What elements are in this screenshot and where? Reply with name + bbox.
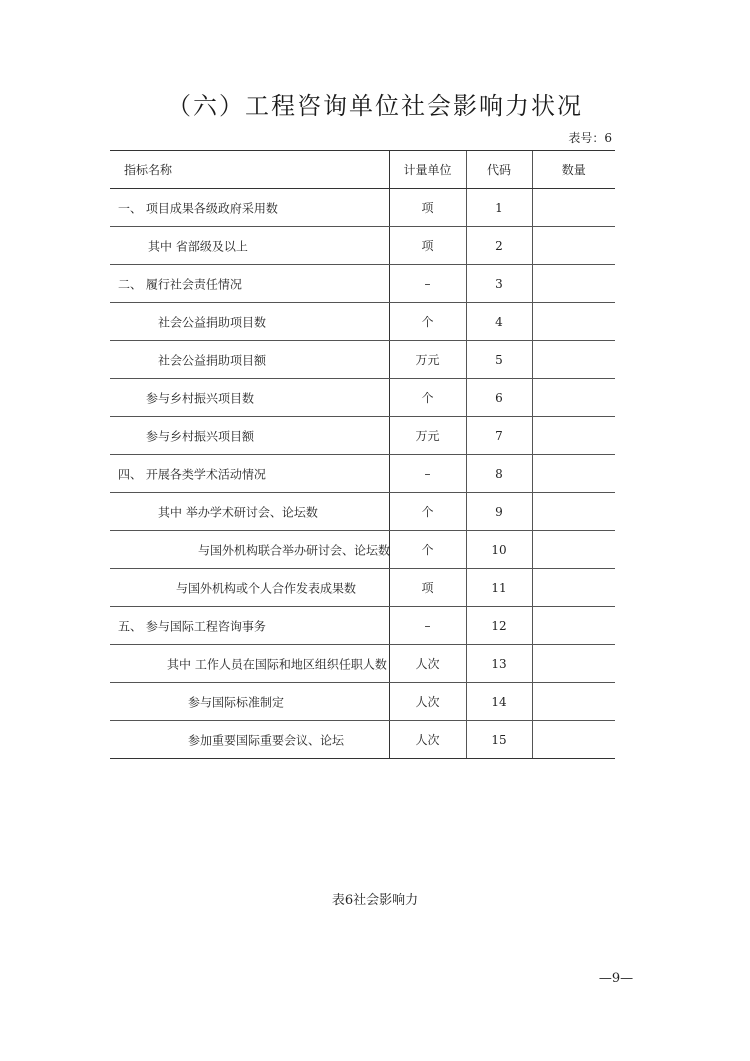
- row-code: 1: [466, 189, 532, 227]
- row-name-cell: [110, 607, 389, 645]
- row-quantity[interactable]: [532, 569, 615, 607]
- row-name: 社会公益捐助项目额: [158, 353, 267, 367]
- row-code: 5: [466, 341, 532, 379]
- table-row: [110, 683, 615, 721]
- table-row: [110, 721, 615, 759]
- row-name-cell: [110, 341, 389, 379]
- header-quantity: 数量: [532, 151, 615, 189]
- row-name: 与国外机构联合举办研讨会、论坛数: [198, 543, 391, 557]
- row-unit: 个: [389, 379, 466, 417]
- row-name-cell: [110, 721, 389, 759]
- row-name-cell: [110, 379, 389, 417]
- row-unit: 万元: [389, 341, 466, 379]
- row-code: 6: [466, 379, 532, 417]
- row-code: 7: [466, 417, 532, 455]
- row-code: 14: [466, 683, 532, 721]
- row-quantity[interactable]: [532, 417, 615, 455]
- row-quantity[interactable]: [532, 721, 615, 759]
- table-row: [110, 493, 615, 531]
- row-code: 3: [466, 265, 532, 303]
- row-code: 10: [466, 531, 532, 569]
- row-name-cell: [110, 303, 389, 341]
- row-name: 五、 参与国际工程咨询事务: [118, 619, 266, 633]
- header-unit: 计量单位: [389, 151, 466, 189]
- row-name-cell: [110, 455, 389, 493]
- table-header-row: [110, 151, 615, 189]
- row-name: 四、 开展各类学术活动情况: [118, 467, 266, 481]
- row-quantity[interactable]: [532, 303, 615, 341]
- table-row: [110, 417, 615, 455]
- header-indicator-name: 指标名称: [110, 151, 389, 189]
- table-row: [110, 531, 615, 569]
- row-unit: 个: [389, 493, 466, 531]
- row-quantity[interactable]: [532, 227, 615, 265]
- row-code: 12: [466, 607, 532, 645]
- row-code: 2: [466, 227, 532, 265]
- row-code: 13: [466, 645, 532, 683]
- row-name-cell: [110, 683, 389, 721]
- row-unit: 万元: [389, 417, 466, 455]
- row-name: 参与国际标准制定: [188, 695, 285, 709]
- row-name: 参加重要国际重要会议、论坛: [188, 733, 345, 747]
- row-unit: 项: [389, 569, 466, 607]
- table-row: [110, 607, 615, 645]
- header-code: 代码: [466, 151, 532, 189]
- row-unit: –: [389, 265, 466, 303]
- row-quantity[interactable]: [532, 189, 615, 227]
- row-unit: 个: [389, 303, 466, 341]
- row-name: 其中 省部级及以上: [148, 239, 248, 253]
- row-unit: 项: [389, 227, 466, 265]
- row-unit: 项: [389, 189, 466, 227]
- row-name-cell: [110, 493, 389, 531]
- table-number: 表号：6: [568, 131, 612, 145]
- row-code: 11: [466, 569, 532, 607]
- row-quantity[interactable]: [532, 607, 615, 645]
- row-name: 参与乡村振兴项目额: [146, 429, 255, 443]
- page-number: —9—: [598, 971, 634, 986]
- row-name-cell: [110, 531, 389, 569]
- row-quantity[interactable]: [532, 341, 615, 379]
- indicator-table: [110, 150, 615, 759]
- row-unit: 个: [389, 531, 466, 569]
- row-quantity[interactable]: [532, 379, 615, 417]
- row-unit: –: [389, 607, 466, 645]
- table-row: [110, 265, 615, 303]
- row-unit: 人次: [389, 645, 466, 683]
- row-quantity[interactable]: [532, 531, 615, 569]
- row-name: 与国外机构或个人合作发表成果数: [176, 581, 357, 595]
- row-quantity[interactable]: [532, 265, 615, 303]
- row-name-cell: [110, 189, 389, 227]
- row-code: 15: [466, 721, 532, 759]
- row-code: 4: [466, 303, 532, 341]
- row-unit: 人次: [389, 683, 466, 721]
- row-name-cell: [110, 265, 389, 303]
- row-code: 9: [466, 493, 532, 531]
- row-quantity[interactable]: [532, 455, 615, 493]
- row-name-cell: [110, 417, 389, 455]
- row-unit: 人次: [389, 721, 466, 759]
- row-code: 8: [466, 455, 532, 493]
- table-row: [110, 379, 615, 417]
- row-name-cell: [110, 645, 389, 683]
- row-name: 其中 工作人员在国际和地区组织任职人数: [167, 657, 387, 671]
- table-row: [110, 189, 615, 227]
- row-quantity[interactable]: [532, 645, 615, 683]
- row-name-cell: [110, 227, 389, 265]
- table-row: [110, 341, 615, 379]
- row-name: 一、 项目成果各级政府采用数: [118, 201, 278, 215]
- table-row: [110, 645, 615, 683]
- row-quantity[interactable]: [532, 493, 615, 531]
- table-row: [110, 569, 615, 607]
- table-row: [110, 303, 615, 341]
- row-unit: –: [389, 455, 466, 493]
- table-row: [110, 455, 615, 493]
- row-name: 二、 履行社会责任情况: [118, 277, 242, 291]
- page-title: （六）工程咨询单位社会影响力状况: [167, 92, 583, 120]
- table-row: [110, 227, 615, 265]
- row-name: 其中 举办学术研讨会、论坛数: [158, 505, 318, 519]
- row-name: 参与乡村振兴项目数: [146, 391, 255, 405]
- row-name: 社会公益捐助项目数: [158, 315, 267, 329]
- table-caption: 表6社会影响力: [331, 893, 419, 908]
- row-name-cell: [110, 569, 389, 607]
- row-quantity[interactable]: [532, 683, 615, 721]
